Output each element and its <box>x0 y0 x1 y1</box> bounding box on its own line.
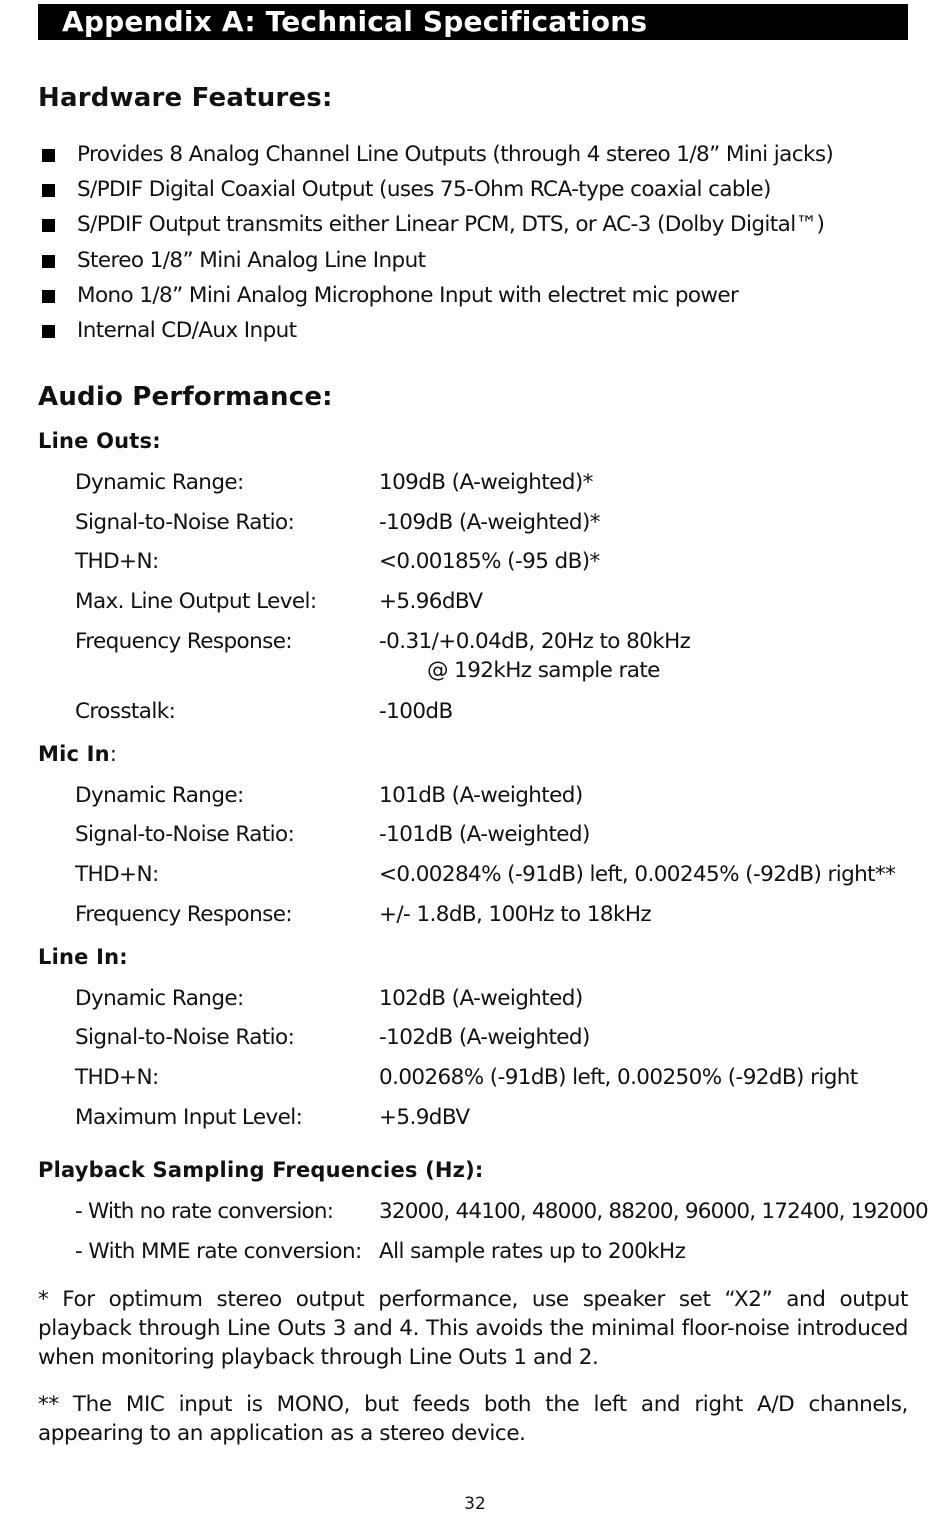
line-outs-title: Line Outs: <box>38 429 161 453</box>
spec-row: Dynamic Range: 102dB (A-weighted) <box>75 986 583 1011</box>
footnote-stereo: * For optimum stereo output performance, use speaker set “X2” and output playback through Line Outs 3 and 4. This avoids the minimal floor-noise introduced when monitoring playback through Line Outs 1 and 2. <box>38 1287 908 1370</box>
spec-row: Max. Line Output Level: +5.96dBV <box>75 589 483 614</box>
spec-row: Signal-to-Noise Ratio: -109dB (A-weighted)* <box>75 510 600 535</box>
spec-row: Dynamic Range: 101dB (A-weighted) <box>75 783 583 808</box>
list-item: Stereo 1/8” Mini Analog Line Input <box>42 243 912 278</box>
spec-row: THD+N: 0.00268% (-91dB) left, 0.00250% (-92dB) right <box>75 1065 858 1090</box>
spec-row: Frequency Response: -0.31/+0.04dB, 20Hz to 80kHz @ 192kHz sample rate <box>75 629 691 683</box>
playback-title: Playback Sampling Frequencies (Hz): <box>38 1158 484 1182</box>
spec-row: Signal-to-Noise Ratio: -101dB (A-weighted) <box>75 822 590 847</box>
hardware-list <box>42 137 912 348</box>
square-bullet-icon <box>42 290 55 303</box>
page-number: 32 <box>464 1494 486 1514</box>
mic-in-title: Mic In: <box>38 742 118 766</box>
spec-row: - With no rate conversion: 32000, 44100, 48000, 88200, 96000, 172400, 192000 <box>75 1199 928 1224</box>
spec-row: - With MME rate conversion: All sample rates up to 200kHz <box>75 1239 686 1264</box>
square-bullet-icon <box>42 255 55 268</box>
square-bullet-icon <box>42 184 55 197</box>
appendix-banner: Appendix A: Technical Specifications <box>38 4 908 40</box>
spec-row: Dynamic Range: 109dB (A-weighted)* <box>75 470 593 495</box>
list-item: Provides 8 Analog Channel Line Outputs (through 4 stereo 1/8” Mini jacks) <box>42 137 912 172</box>
list-item: Mono 1/8” Mini Analog Microphone Input with electret mic power <box>42 278 912 313</box>
list-item: S/PDIF Output transmits either Linear PCM, DTS, or AC-3 (Dolby Digital™) <box>42 207 912 242</box>
hardware-heading: Hardware Features: <box>38 83 333 113</box>
square-bullet-icon <box>42 149 55 162</box>
spec-row: Frequency Response: +/- 1.8dB, 100Hz to 18kHz <box>75 902 652 927</box>
spec-row: THD+N: <0.00284% (-91dB) left, 0.00245% (-92dB) right** <box>75 862 896 887</box>
spec-row: Signal-to-Noise Ratio: -102dB (A-weighted) <box>75 1025 590 1050</box>
audio-heading: Audio Performance: <box>38 382 333 412</box>
spec-row: Crosstalk: -100dB <box>75 699 453 724</box>
spec-row: THD+N: <0.00185% (-95 dB)* <box>75 549 600 574</box>
spec-row: Maximum Input Level: +5.9dBV <box>75 1105 470 1130</box>
line-in-title: Line In: <box>38 945 128 969</box>
square-bullet-icon <box>42 325 55 338</box>
list-item: Internal CD/Aux Input <box>42 313 912 348</box>
footnote-mic: ** The MIC input is MONO, but feeds both the left and right A/D channels, appearing to an application as a stereo device. <box>38 1392 908 1446</box>
list-item: S/PDIF Digital Coaxial Output (uses 75-Ohm RCA-type coaxial cable) <box>42 172 912 207</box>
square-bullet-icon <box>42 219 55 232</box>
